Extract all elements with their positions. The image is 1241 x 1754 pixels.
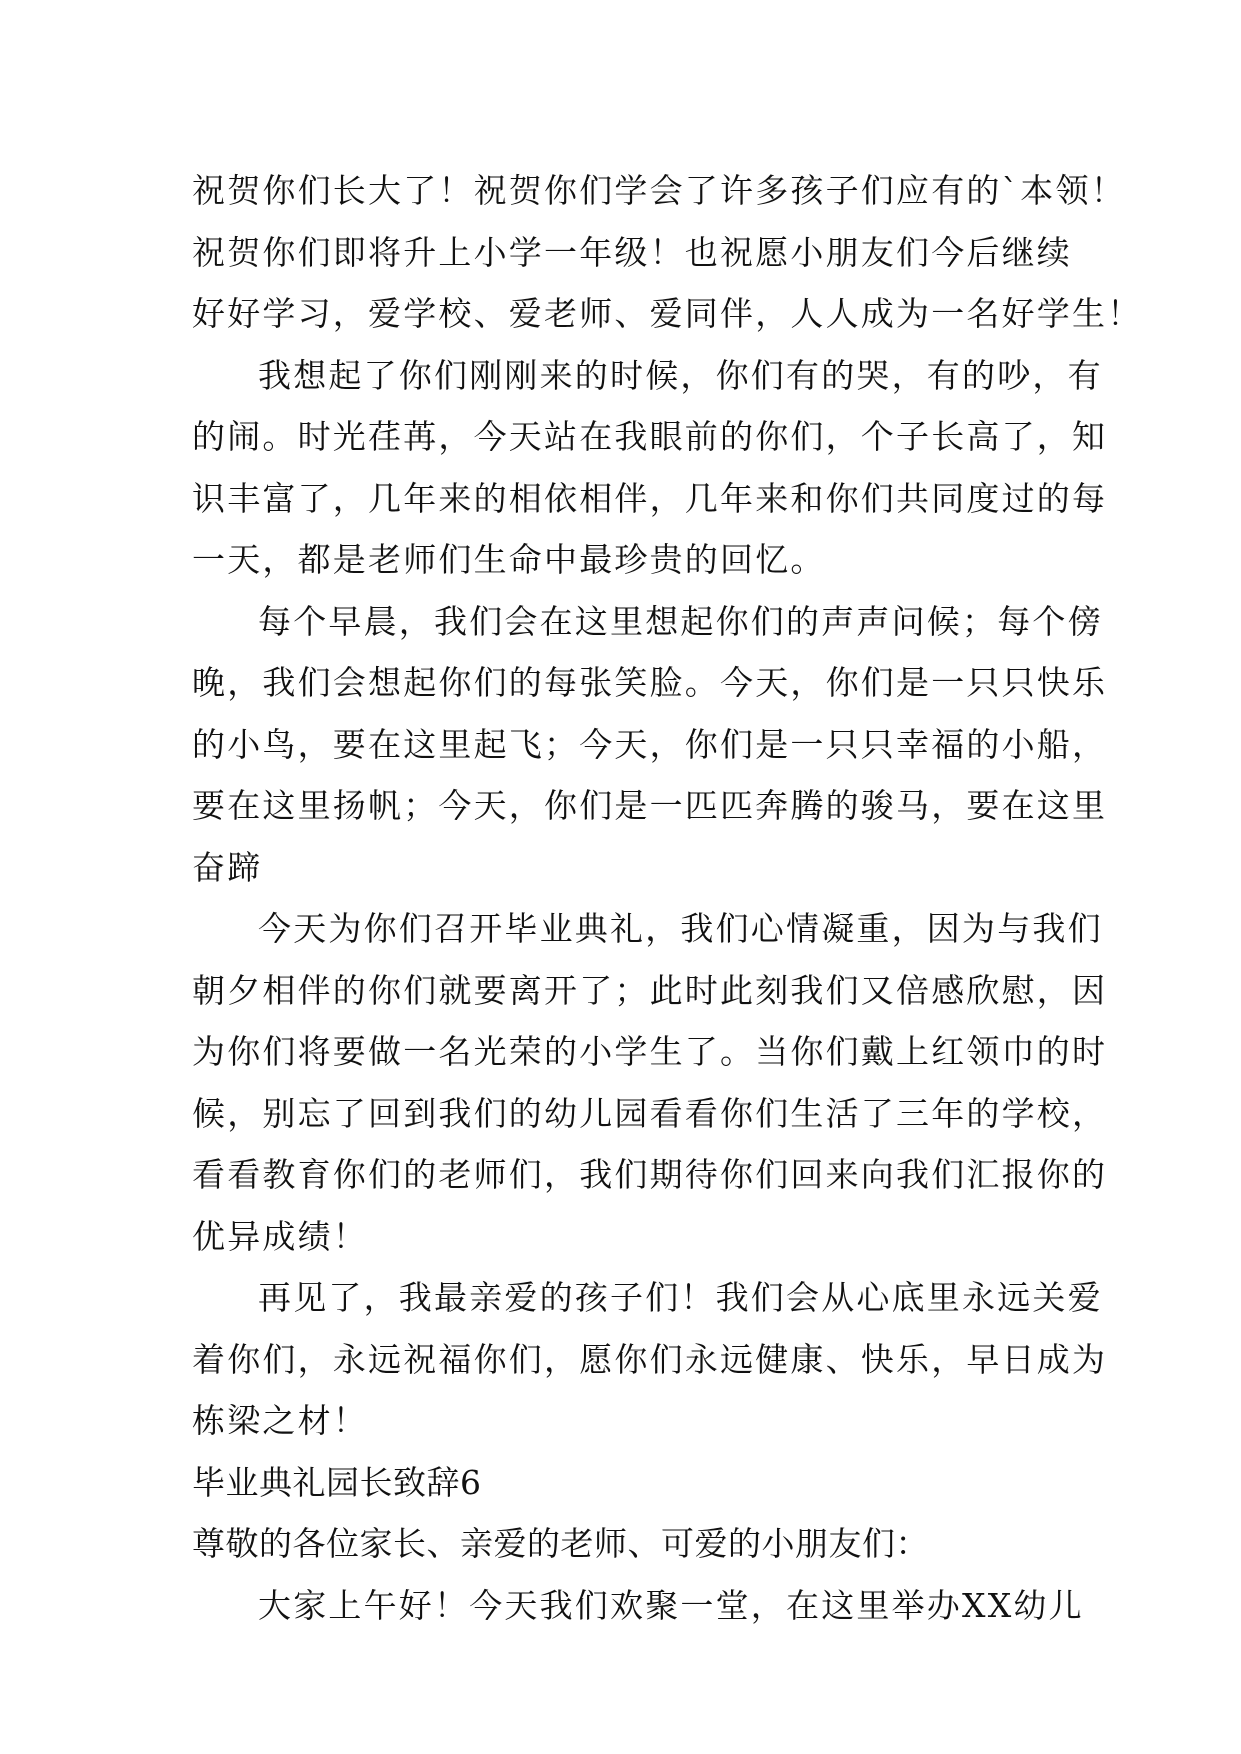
- text-line: 的小鸟，要在这里起飞；今天，你们是一只只幸福的小船，: [192, 724, 1108, 764]
- text-line: 候，别忘了回到我们的幼儿园看看你们生活了三年的学校，: [192, 1093, 1108, 1133]
- paragraph-start-line: 每个早晨，我们会在这里想起你们的声声问候；每个傍: [258, 601, 1103, 641]
- paragraph-start-line: 今天为你们召开毕业典礼，我们心情凝重，因为与我们: [258, 909, 1103, 948]
- text-line: 的闹。时光荏苒，今天站在我眼前的你们，个子长高了，知: [192, 417, 1108, 456]
- paragraph-end-line: 奋蹄: [192, 847, 263, 887]
- text-line: 祝贺你们长大了！祝贺你们学会了许多孩子们应有的`本领！: [192, 171, 1126, 210]
- text-line: 祝贺你们即将升上小学一年级！也祝愿小朋友们今后继续: [192, 232, 1072, 272]
- paragraph-start-line: 大家上午好！今天我们欢聚一堂，在这里举办XX幼儿: [258, 1585, 1084, 1625]
- paragraph-end-line: 栋梁之材！: [192, 1401, 368, 1440]
- paragraph-end-line: 优异成绩！: [192, 1216, 368, 1256]
- text-line: 看看教育你们的老师们，我们期待你们回来向我们汇报你的: [192, 1155, 1108, 1194]
- paragraph-start-line: 再见了，我最亲爱的孩子们！我们会从心底里永远关爱: [258, 1278, 1103, 1317]
- text-line: 朝夕相伴的你们就要离开了；此时此刻我们又倍感欣慰，因: [192, 970, 1108, 1010]
- paragraph-end-line: 一天，都是老师们生命中最珍贵的回忆。: [192, 540, 826, 579]
- text-line: 好好学习，爱学校、爱老师、爱同伴，人人成为一名好学生！: [192, 294, 1143, 333]
- paragraph-start-line: 我想起了你们刚刚来的时候，你们有的哭，有的吵，有: [258, 355, 1103, 395]
- text-line: 为你们将要做一名光荣的小学生了。当你们戴上红领巾的时: [192, 1032, 1108, 1071]
- text-line: 着你们，永远祝福你们，愿你们永远健康、快乐，早日成为: [192, 1339, 1108, 1379]
- text-line: 识丰富了，几年来的相依相伴，几年来和你们共同度过的每: [192, 478, 1108, 518]
- salutation-line: 尊敬的各位家长、亲爱的老师、可爱的小朋友们：: [192, 1524, 929, 1563]
- document-body: [192, 160, 1143, 1636]
- text-line: 要在这里扬帆；今天，你们是一匹匹奔腾的骏马，要在这里: [192, 786, 1108, 825]
- section-title: 毕业典礼园长致辞6: [192, 1462, 482, 1502]
- text-line: 晚，我们会想起你们的每张笑脸。今天，你们是一只只快乐: [192, 663, 1108, 702]
